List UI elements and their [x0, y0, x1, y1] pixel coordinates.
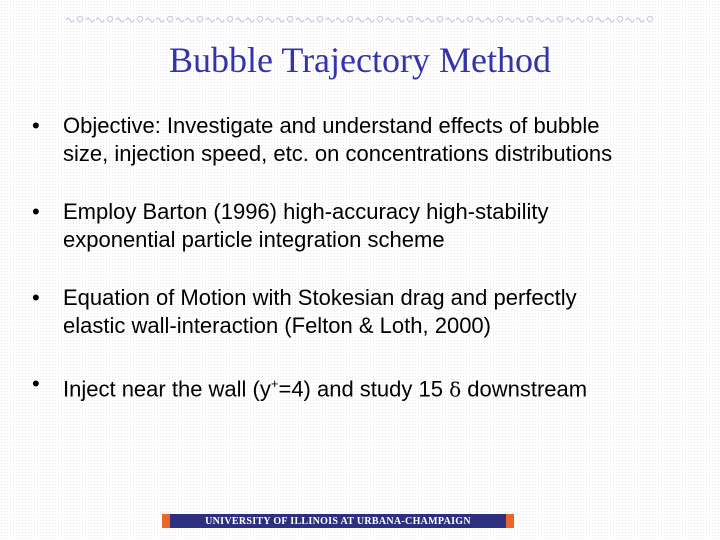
bullet-list: [32, 112, 692, 433]
bullet-item: [32, 198, 692, 254]
bullet-line: size, injection speed, etc. on concentrations distributions: [63, 141, 613, 166]
bullet-item: [32, 284, 692, 340]
bullet-text: Inject near the wall (y: [63, 376, 271, 402]
delta-symbol: δ: [449, 377, 462, 402]
bullet-line: exponential particle integration scheme: [63, 227, 445, 252]
bullet-icon: •: [32, 199, 40, 224]
bullet-item: [32, 112, 692, 168]
bullet-icon: •: [32, 371, 40, 396]
bullet-text: =4) and study 15: [278, 376, 450, 402]
bullet-line: Equation of Motion with Stokesian drag and perfectly: [63, 285, 577, 310]
bullet-icon: •: [32, 285, 40, 310]
slide-title: Bubble Trajectory Method: [169, 40, 551, 80]
bullet-text: downstream: [461, 376, 588, 402]
bullet-line: elastic wall-interaction (Felton & Loth, 2000): [63, 313, 491, 338]
bullet-icon: •: [32, 113, 40, 138]
bullet-line: Employ Barton (1996) high-accuracy high-stability: [63, 199, 549, 224]
university-footer-text: UNIVERSITY OF ILLINOIS AT URBANA-CHAMPAIGN: [205, 515, 471, 527]
bullet-item: [32, 370, 692, 403]
superscript-plus: +: [270, 376, 279, 391]
university-footer-bar: [162, 514, 514, 528]
bullet-line: Objective: Investigate and understand effects of bubble: [63, 113, 600, 138]
decorative-border: [66, 12, 656, 26]
